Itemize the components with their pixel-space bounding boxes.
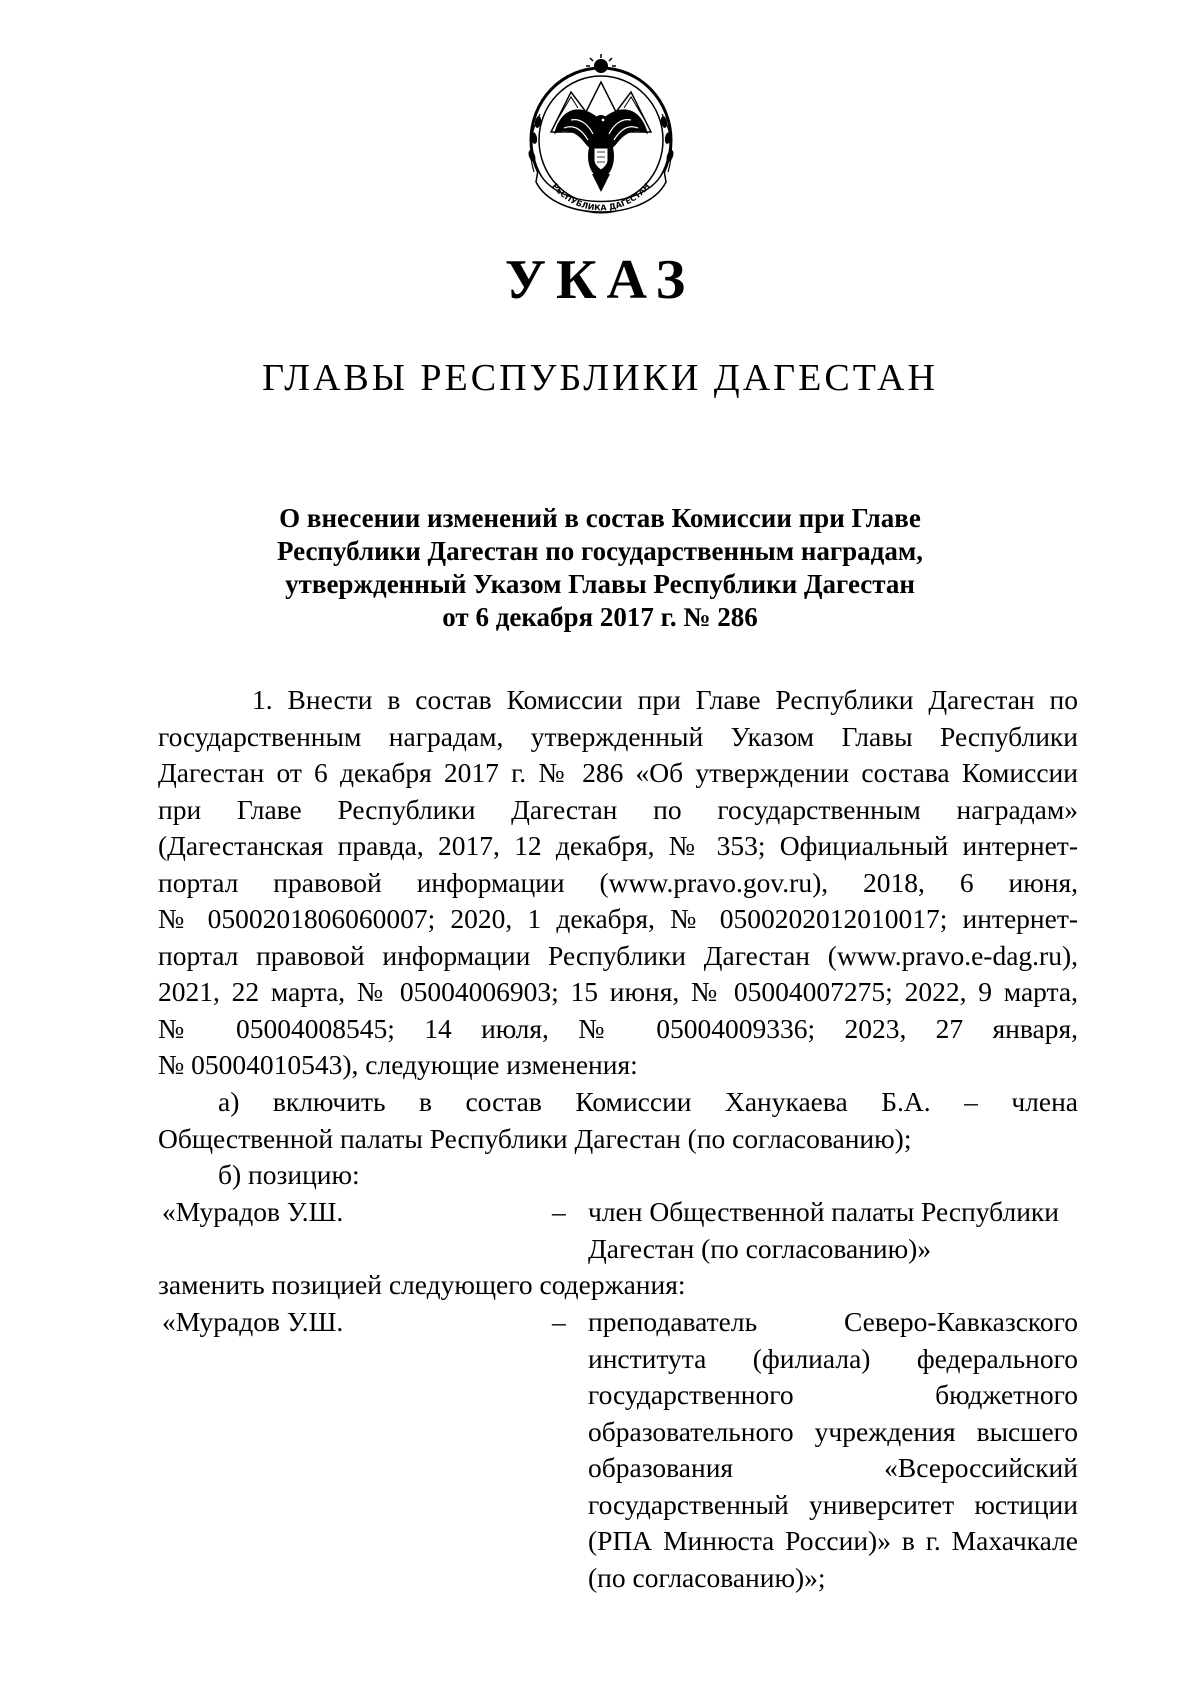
document-heading [200, 502, 1000, 634]
paragraph-line: при Главе Республики Дагестан по государственным наградам» [158, 793, 1078, 825]
item-a [158, 1084, 1078, 1157]
old-position-dash: – [552, 1196, 566, 1227]
paragraph-line: 1. Внести в состав Комиссии при Главе Республики Дагестан по [252, 684, 1078, 715]
paragraph-line: 2021, 22 марта, № 05004006903; 15 июня, № 05004007275; 2022, 9 марта, [158, 976, 1078, 1007]
new-position-name: «Мурадов У.Ш. [162, 1306, 344, 1337]
item-a-line: Общественной палаты Республики Дагестан (по согласованию); [158, 1122, 912, 1154]
old-position [158, 1194, 1078, 1268]
old-position-description [588, 1194, 1078, 1267]
replace-text [158, 1267, 1078, 1304]
desc-line: Дагестан (по согласованию)» [588, 1232, 932, 1264]
desc-line: образовательного учреждения высшего [588, 1415, 1078, 1447]
new-position-description [588, 1304, 1078, 1596]
paragraph-line: (Дагестанская правда, 2017, 12 декабря, № 353; Официальный интернет- [158, 830, 1078, 861]
heading-line: Республики Дагестан по государственным наградам, [277, 536, 923, 566]
ribbon-text: РЕСПУБЛИКА ДАГЕСТАН [550, 181, 652, 213]
heading-line: утвержденный Указом Главы Республики Дагестан [285, 569, 915, 599]
paragraph-1 [158, 682, 1078, 1084]
replace-line: заменить позицией следующего содержания: [158, 1269, 686, 1300]
paragraph-line: портал правовой информации Республики Дагестан (www.pravo.e-dag.ru), [158, 939, 1078, 971]
coat-of-arms-emblem [516, 52, 686, 222]
desc-line: образования «Всероссийский [588, 1452, 1078, 1483]
desc-line: (по согласованию)»; [588, 1561, 826, 1593]
item-a-line: а) включить в состав Комиссии Ханукаева Б.А. – члена [218, 1086, 1078, 1117]
desc-line: государственный университет юстиции [588, 1488, 1078, 1520]
paragraph-line: государственным наградам, утвержденный Указом Главы Республики [158, 720, 1078, 752]
desc-line: государственного бюджетного [588, 1379, 1078, 1410]
paragraph-line: № 05004008545; 14 июля, № 05004009336; 2023, 27 января, [158, 1012, 1078, 1044]
desc-line: преподаватель Северо-Кавказского [588, 1306, 1078, 1337]
desc-line: член Общественной палаты Республики [588, 1196, 1060, 1227]
item-b [158, 1157, 1078, 1194]
heading-line: О внесении изменений в состав Комиссии при Главе [279, 503, 921, 533]
paragraph-line: портал правовой информации (www.pravo.gov.ru), 2018, 6 июня, [158, 866, 1078, 898]
paragraph-line: № 05004010543), следующие изменения: [158, 1049, 638, 1080]
document-title: УКАЗ [504, 249, 696, 311]
new-position-dash: – [552, 1306, 566, 1337]
item-b-text: б) позицию: [218, 1159, 360, 1190]
desc-line: института (филиала) федерального [588, 1342, 1078, 1374]
document-subtitle: ГЛАВЫ РЕСПУБЛИКИ ДАГЕСТАН [262, 357, 938, 399]
desc-line: (РПА Минюста России)» в г. Махачкале [588, 1525, 1078, 1556]
heading-line: от 6 декабря 2017 г. № 286 [442, 602, 758, 632]
old-position-name: «Мурадов У.Ш. [162, 1196, 344, 1227]
eagle-emblem-icon [516, 52, 686, 222]
paragraph-line: Дагестан от 6 декабря 2017 г. № 286 «Об утверждении состава Комиссии [158, 757, 1078, 788]
paragraph-line: № 0500201806060007; 2020, 1 декабря, № 0500202012010017; интернет- [158, 903, 1078, 934]
new-position [158, 1304, 1078, 1604]
